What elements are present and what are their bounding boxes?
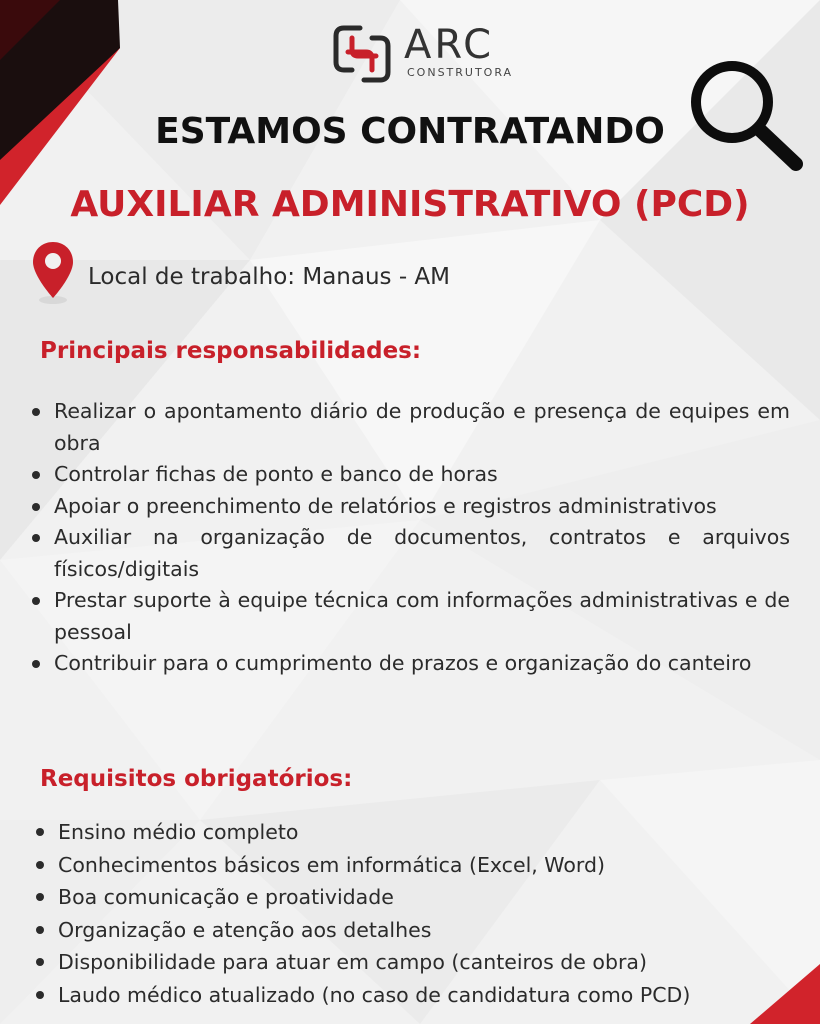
- list-item: Laudo médico atualizado (no caso de candidatura como PCD): [32, 979, 802, 1012]
- list-item: Apoiar o preenchimento de relatórios e registros administrativos: [28, 491, 790, 523]
- headline: ESTAMOS CONTRATANDO: [155, 111, 665, 152]
- responsibilities-title: Principais responsabilidades:: [40, 338, 422, 364]
- location-row: [30, 236, 730, 306]
- corner-decoration-top-left: [0, 0, 130, 210]
- map-pin-icon: [30, 240, 76, 306]
- list-item: Prestar suporte à equipe técnica com informações administrativas e de pessoal: [28, 585, 790, 648]
- location-text: Local de trabalho: Manaus - AM: [88, 264, 451, 290]
- brand-logo: [330, 22, 514, 86]
- requirements-list: [32, 816, 802, 1011]
- brand-name: ARC: [404, 22, 495, 68]
- list-item: Boa comunicação e proatividade: [32, 881, 802, 914]
- job-title: AUXILIAR ADMINISTRATIVO (PCD): [70, 184, 750, 225]
- list-item: Auxiliar na organização de documentos, contratos e arquivos físicos/digitais: [28, 522, 790, 585]
- list-item: Controlar fichas de ponto e banco de horas: [28, 459, 790, 491]
- arc-logo-icon: [330, 22, 394, 86]
- list-item: Realizar o apontamento diário de produção e presença de equipes em obra: [28, 396, 790, 459]
- list-item: Disponibilidade para atuar em campo (canteiros de obra): [32, 946, 802, 979]
- list-item: Contribuir para o cumprimento de prazos e organização do canteiro: [28, 648, 790, 680]
- requirements-title: Requisitos obrigatórios:: [40, 766, 353, 792]
- list-item: Conhecimentos básicos em informática (Excel, Word): [32, 849, 802, 882]
- list-item: Organização e atenção aos detalhes: [32, 914, 802, 947]
- list-item: Ensino médio completo: [32, 816, 802, 849]
- responsibilities-list: [28, 396, 790, 680]
- brand-subtitle: CONSTRUTORA: [407, 66, 514, 79]
